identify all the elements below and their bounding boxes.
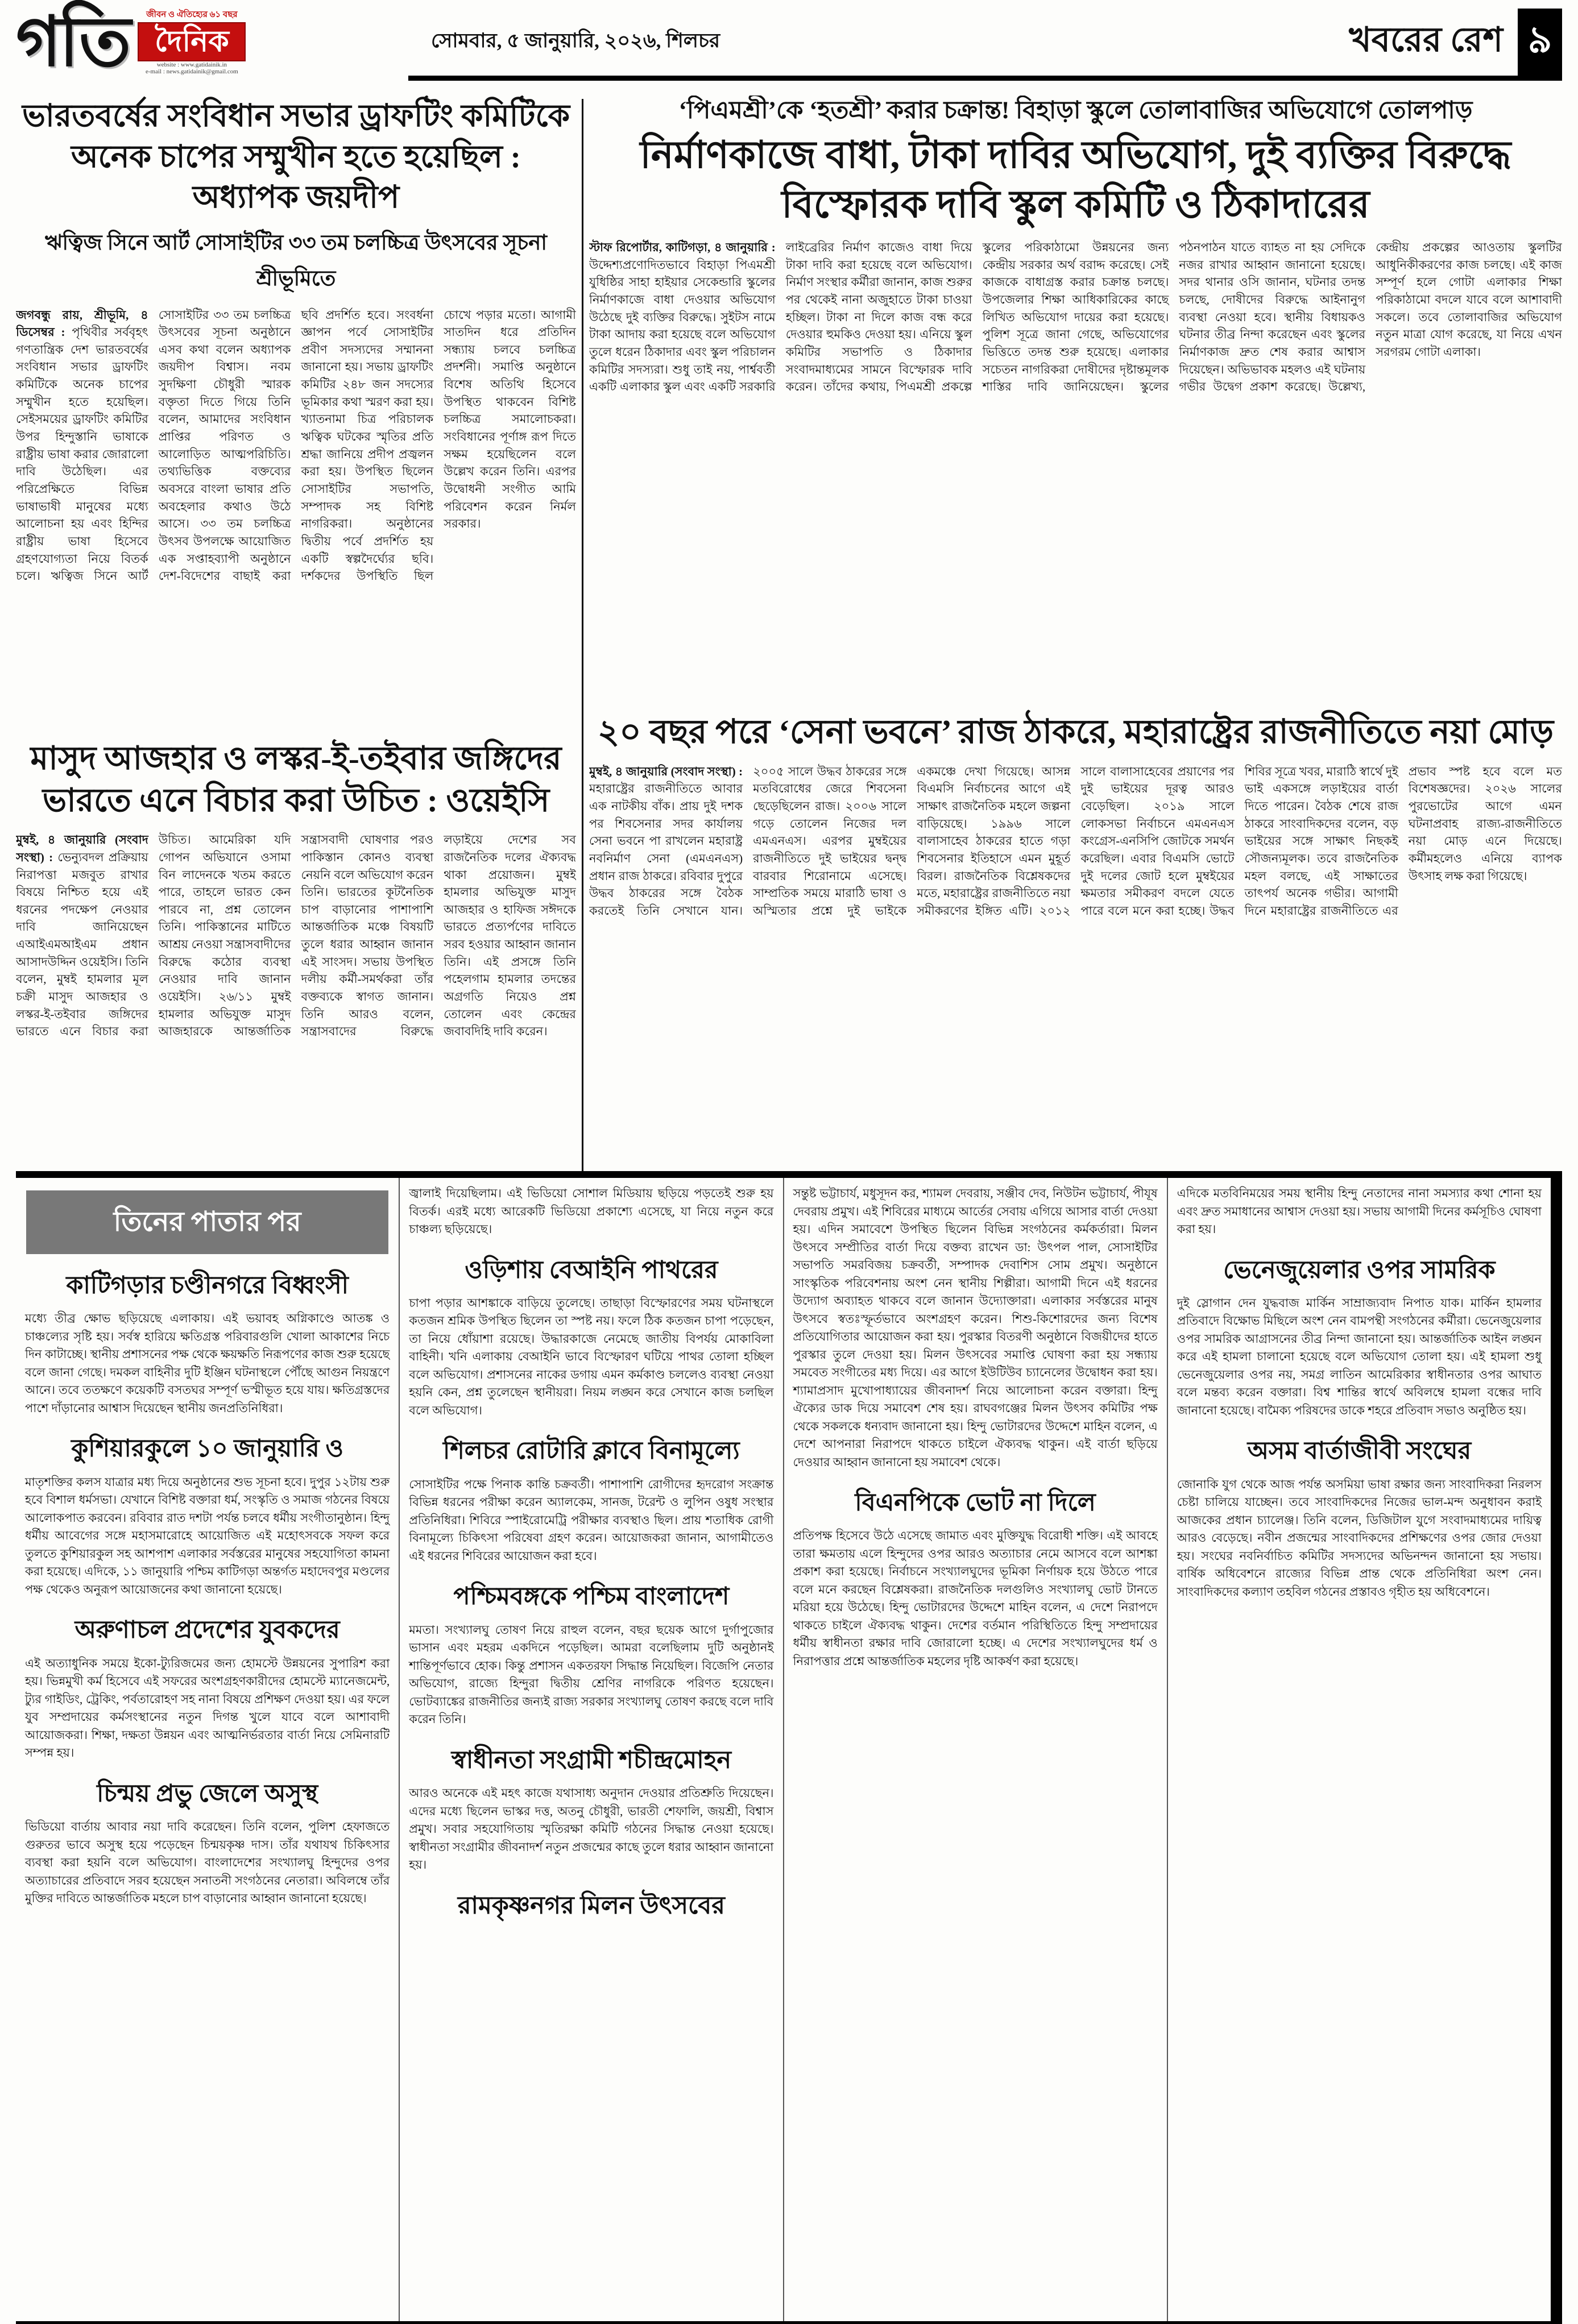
- sub-story-body: চাপা পড়ার আশঙ্কাকে বাড়িয়ে তুলেছে। তাছাড়া বিস্ফোরণের সময় ঘটনাস্থলে কতজন শ্রমিক উপস্থিত ছিলেন তা স্পষ্ট নয়। ফলে ঠিক কতজন চাপা পড়েছেন, তা নিয়ে ধোঁয়াশা রয়েছে। উদ্ধারকাজে নেমেছে জাতীয় বিপর্যয় মোকাবিলা বাহিনী। খনি এলাকায় বেআইনি ভাবে বিস্ফোরণ ঘটিয়ে পাথর তোলা হচ্ছিল বলে অভিযোগ। প্রশাসনের নাকের ডগায় এমন কর্মকাণ্ড চললেও ব্যবস্থা নেওয়া হয়নি কেন, প্রশ্ন তুলেছেন স্থানীয়রা। নিয়ম লঙ্ঘন করে সেখানে কাজ চলছিল বলে অভিযোগ।: [409, 1296, 774, 1417]
- column-lead-text: জ্বালাই দিয়েছিলাম। এই ভিডিয়ো সোশাল মিডিয়ায় ছড়িয়ে পড়তেই শুরু হয় বিতর্ক। এরই মধ্যে আরেকটি ভিডিয়ো প্রকাশ্যে এসেছে, যা নিয়ে নতুন করে চাঞ্চল্য ছড়িয়েছে।: [409, 1186, 774, 1236]
- brand-email: e-mail : news.gatidainik@gmail.com: [145, 68, 238, 75]
- column-lead-text: এদিকে মতবিনিময়ের সময় স্থানীয় হিন্দু নেতাদের নানা সমস্যার কথা শোনা হয় এবং দ্রুত সমাধানের আশ্বাস দেওয়া হয়। সভায় আগামী দিনের কর্মসূচিও ঘোষণা করা হয়।: [1177, 1186, 1542, 1236]
- left-column-region: [16, 96, 576, 1171]
- sub-story-body: ভিডিয়ো বার্তায় আবার নয়া দাবি করেছেন। তিনি বলেন, পুলিশ হেফাজতে গুরুতর ভাবে অসুস্থ হয়ে পড়েছেন চিন্ময়কৃষ্ণ দাস। তাঁর যথাযথ চিকিৎসার ব্যবস্থা করা হয়নি বলে অভিযোগ। বাংলাদেশের সংখ্যালঘু হিন্দুদের ওপর অত্যাচারের প্রতিবাদে সরব হয়েছেন সনাতনী সংগঠনের নেতারা। অবিলম্বে তাঁর মুক্তির দাবিতে আন্তর্জাতিক মহলে চাপ বাড়ানোর আহ্বান জানানো হয়েছে।: [25, 1820, 390, 1906]
- column-lead-text: সন্তুষ্ট ভট্টাচার্য, মধুসূদন কর, শ্যামল দেবরায়, সঞ্জীব দেব, নিউটন ভট্টাচার্য, পীযূষ দেবরায় প্রমুখ। এই শিবিরের মাধ্যমে আর্তের সেবায় এগিয়ে আসার বার্তা দেওয়া হয়। এদিন সমাবেশে উপস্থিত ছিলেন বিভিন্ন সংগঠনের কর্মকর্তারা। মিলন উৎসবে সম্প্রীতির বার্তা দিয়ে বক্তব্য রাখেন ডা: উৎপল পাল, সোসাইটির সভাপতি সমরবিজয় চক্রবর্তী, সম্পাদক দেবাশিস সোম প্রমুখ। অনুষ্ঠানে সাংস্কৃতিক পরিবেশনায় অংশ নেন স্থানীয় শিল্পীরা। আগামী দিনে এই ধরনের উদ্যোগ অব্যাহত থাকবে বলে জানান উদ্যোক্তারা। এলাকার সর্বস্তরের মানুষ উৎসবে স্বতঃস্ফূর্তভাবে অংশগ্রহণ করেন। শিশু-কিশোরদের জন্য বিশেষ প্রতিযোগিতার আয়োজন করা হয়। পুরস্কার বিতরণী অনুষ্ঠানে বিজয়ীদের হাতে পুরস্কার তুলে দেওয়া হয়। মিলন উৎসবের সমাপ্তি ঘোষণা করা হয় সন্ধ্যায় সমবেত সংগীতের মধ্য দিয়ে। এর আগে ইউটিউব চ্যানেলের উদ্বোধন করা হয়। শ্যামাপ্রসাদ মুখোপাধ্যায়ের জীবনাদর্শ নিয়ে আলোচনা করেন বক্তারা। হিন্দু ঐক্যের ডাক দিয়ে সমাবেশ শেষ হয়। রাঘবগঞ্জের মিলন উৎসব কমিটির পক্ষ থেকে সকলকে ধন্যবাদ জানানো হয়। হিন্দু ভোটারদের উদ্দেশে মাহিন বলেন, এ দেশে আপনারা নিরাপদে থাকতে চাইলে ঐক্যবদ্ধ থাকুন। এই বার্তা ছড়িয়ে দেওয়ার আহ্বান জানানো হয় সমাবেশ থেকে।: [793, 1186, 1158, 1469]
- continuation-col-4: [1167, 1178, 1551, 2321]
- paper-logo: গতি: [16, 4, 129, 81]
- masthead: [16, 4, 1562, 93]
- sub-story-body: প্রতিপক্ষ হিসেবে উঠে এসেছে জামাত এবং মুক্তিযুদ্ধ বিরোধী শক্তি। এই আবহে তারা ক্ষমতায় এলে হিন্দুদের ওপর আরও অত্যাচার নেমে আসবে বলে আশঙ্কা প্রকাশ করা হয়েছে। নির্বাচনে সংখ্যালঘুদের ভূমিকা নির্ণায়ক হয়ে উঠতে পারে বলে মনে করছেন বিশ্লেষকরা। রাজনৈতিক দলগুলিও সংখ্যালঘু ভোট টানতে মরিয়া হয়ে উঠেছে। হিন্দু ভোটারদের উদ্দেশে মাহিন বলেন, এ দেশে নিরাপদে থাকতে চাইলে ঐক্যবদ্ধ থাকুন। দেশের বর্তমান পরিস্থিতিতে হিন্দু সম্প্রদায়ের ধর্মীয় স্বাধীনতা রক্ষার দাবি জোরালো হচ্ছে। এ দেশের সংখ্যালঘুদের ধর্ম ও নিরাপত্তার প্রশ্নে আন্তর্জাতিক মহলের দৃষ্টি আকর্ষণ করা হয়েছে।: [793, 1529, 1158, 1668]
- sub-story-heading: অসম বার্তাজীবী সংঘের: [1247, 1438, 1472, 1465]
- sub-story-list: [793, 1488, 1158, 1670]
- masthead-right: [408, 8, 1562, 81]
- story-jaydeep: [16, 96, 576, 738]
- continuation-header: তিনের পাতার পর: [26, 1190, 388, 1254]
- right-edge-bar: [1551, 1178, 1562, 2321]
- continuation-col-3: [783, 1178, 1167, 2321]
- story-raj-thackeray: [589, 707, 1562, 1167]
- sub-story-list: [1177, 1256, 1542, 1601]
- continuation-section: [16, 1171, 1562, 2324]
- story-kicker: ‘পিএমশ্রী’কে ‘হতশ্রী’ করার চক্রান্ত! বিহাড়া স্কুলে তোলাবাজির অভিযোগে তোলপাড়: [678, 97, 1473, 124]
- sub-story-body: জোনাকি যুগ থেকে আজ পর্যন্ত অসমিয়া ভাষা রক্ষার জন্য সাংবাদিকরা নিরলস চেষ্টা চালিয়ে যাচ্ছেন। তবে সাংবাদিকদের নিজের ভাল-মন্দ অনুধাবন করাই আজকের প্রধান চ্যালেঞ্জ। তিনি বলেন, ডিজিটাল যুগে সংবাদমাধ্যমের দায়িত্ব আরও বেড়েছে। নবীন প্রজন্মের সাংবাদিকদের প্রশিক্ষণের ওপর জোর দেওয়া হয়। সংঘের নবনির্বাচিত কমিটির সদস্যদের অভিনন্দন জানানো হয় সভায়। বার্ষিক অধিবেশনে রাজ্যের বিভিন্ন প্রান্ত থেকে প্রতিনিধিরা অংশ নেন। সাংবাদিকদের কল্যাণ তহবিল গঠনের প্রস্তাবও গৃহীত হয় অধিবেশনে।: [1177, 1477, 1542, 1599]
- story-body: [589, 763, 1562, 1161]
- sub-story-heading: পশ্চিমবঙ্গকে পশ্চিম বাংলাদেশ: [453, 1583, 730, 1611]
- story-headline: মাসুদ আজহার ও লস্কর-ই-তইবার জঙ্গিদের ভারতে এনে বিচার করা উচিত : ওয়েইসি: [30, 741, 562, 819]
- body-text: পৃথিবীর সর্ববৃহৎ গণতান্ত্রিক দেশ ভারতবর্ষের সংবিধান সভার ড্রাফটিং কমিটিকে অনেক চাপের সম্মুখীন হতে হয়েছিল। সেইসময়ের ড্রাফটিং কমিটির উপর হিন্দুস্তানি ভাষাকে রাষ্ট্রীয় ভাষা করার জোরালো দাবি উঠেছিল। এর পরিপ্রেক্ষিতে বিভিন্ন ভাষাভাষী মানুষের মধ্যে আলোচনা হয় এবং হিন্দির রাষ্ট্রীয় ভাষা হিসেবে গ্রহণযোগ্যতা নিয়ে বিতর্ক চলে। ঋত্বিজ সিনে আর্ট সোসাইটির ৩৩ তম চলচ্চিত্র উৎসবের সূচনা অনুষ্ঠানে এসব কথা বলেন অধ্যাপক জয়দীপ বিশ্বাস। নবম সুদক্ষিণা চৌধুরী স্মারক বক্তৃতা দিতে গিয়ে তিনি বলেন, আমাদের সংবিধান প্রাপ্তির পরিণত ও আলোড়িত আত্মপরিচিতি। তথ্যভিত্তিক বক্তব্যের অবসরে বাংলা ভাষার প্রতি অবহেলার কথাও উঠে আসে। ৩৩ তম চলচ্চিত্র উৎসব উপলক্ষে আয়োজিত এক সপ্তাহব্যাপী অনুষ্ঠানে দেশ-বিদেশের বাছাই করা ছবি প্রদর্শিত হবে। সংবর্ধনা জ্ঞাপন পর্বে সোসাইটির প্রবীণ সদস্যদের সম্মাননা জানানো হয়। সভায় ড্রাফটিং কমিটির ২৪৮ জন সদস্যের ভূমিকার কথা স্মরণ করা হয়। খ্যাতনামা চিত্র পরিচালক ঋত্বিক ঘটকের স্মৃতির প্রতি শ্রদ্ধা জানিয়ে প্রদীপ প্রজ্বলন করা হয়। উপস্থিত ছিলেন সোসাইটির সভাপতি, সম্পাদক সহ বিশিষ্ট নাগরিকরা। অনুষ্ঠানের দ্বিতীয় পর্বে প্রদর্শিত হয় একটি স্বল্পদৈর্ঘ্যের ছবি। দর্শকদের উপস্থিতি ছিল চোখে পড়ার মতো। আগামী সাতদিন ধরে প্রতিদিন সন্ধ্যায় চলবে চলচ্চিত্র প্রদর্শনী। সমাপ্তি অনুষ্ঠানে বিশেষ অতিথি হিসেবে উপস্থিত থাকবেন বিশিষ্ট চলচ্চিত্র সমালোচকরা। সংবিধানের পূর্ণাঙ্গ রূপ দিতে সক্ষম হয়েছিলেন বলে উল্লেখ করেন তিনি। এরপর উদ্বোধনী সংগীত আমি পরিবেশন করেন নির্মল সরকার।: [16, 308, 576, 583]
- sub-story-body: আরও অনেকে এই মহৎ কাজে যথাসাধ্য অনুদান দেওয়ার প্রতিশ্রুতি দিয়েছেন। এদের মধ্যে ছিলেন ভাস্কর দত্ত, অতনু চৌধুরী, ভারতী শেফালি, জয়শ্রী, বিশ্বাস প্রমুখ। সবার সহযোগিতায় স্মৃতিরক্ষা কমিটি গঠনের সিদ্ধান্ত নেওয়া হয়েছে। স্বাধীনতা সংগ্রামীর জীবনাদর্শ নতুন প্রজন্মের কাছে তুলে ধরার আহ্বান জানানো হয়।: [409, 1786, 774, 1872]
- sub-story-body: এই অত্যাধুনিক সময়ে ইকো-ট্যুরিজমের জন্য হোমস্টে উন্নয়নের সুপারিশ করা হয়। ভিন্নমুখী কর্ম হিসেবে এই সফরের অংশগ্রহণকারীদের হোমস্টে ম্যানেজমেন্ট, ট্যুর গাইডিং, ট্রেকিং, পর্বতারোহণ সহ নানা বিষয়ে প্রশিক্ষণ দেওয়া হয়। এর ফলে যুব সম্প্রদায়ের কর্মসংস্থানের নতুন দিগন্ত খুলে যাবে বলে আশাবাদী আয়োজকরা। শিক্ষা, দক্ষতা উন্নয়ন এবং আত্মনির্ভরতার বার্তা নিয়ে সেমিনারটি সম্পন্ন হয়।: [25, 1656, 390, 1760]
- story-headline: নির্মাণকাজে বাধা, টাকা দাবির অভিযোগ, দুই ব্যক্তির বিরুদ্ধে বিস্ফোরক দাবি স্কুল কমিটি ও ঠিকাদারের: [640, 134, 1511, 226]
- continuation-col-1: [16, 1178, 399, 2321]
- continuation-col-2: [399, 1178, 782, 2321]
- sub-story-heading: ভেনেজুয়েলার ওপর সামরিক: [1223, 1256, 1496, 1284]
- brand-website: website : www.gatidainik.in: [156, 61, 227, 68]
- sub-story-body: মধ্যে তীব্র ক্ষোভ ছড়িয়েছে এলাকায়। এই ভয়াবহ অগ্নিকাণ্ডে আতঙ্ক ও চাঞ্চল্যের সৃষ্টি হয়। সর্বস্ব হারিয়ে ক্ষতিগ্রস্ত পরিবারগুলি খোলা আকাশের নিচে দিন কাটাচ্ছে। স্থানীয় প্রশাসনের পক্ষ থেকে ক্ষয়ক্ষতি নিরূপণের কাজ শুরু হয়েছে বলে জানা গেছে। দমকল বাহিনীর দুটি ইঞ্জিন ঘটনাস্থলে পৌঁছে আগুন নিয়ন্ত্রণে আনে। তবে ততক্ষণে কয়েকটি বসতঘর সম্পূর্ণ ভস্মীভূত হয়ে যায়। ক্ষতিগ্রস্তদের পাশে দাঁড়ানোর আশ্বাস দিয়েছেন স্থানীয় জনপ্রতিনিধিরা।: [25, 1312, 390, 1415]
- masthead-rule: [408, 76, 1562, 81]
- sub-story-body: মমতা। সংখ্যালঘু তোষণ নিয়ে রাহুল বলেন, বছর ছয়েক আগে দুর্গাপুজোর ভাসান এবং মহরম একদিনে পড়েছিল। আমরা বলেছিলাম দুটি অনুষ্ঠানই শান্তিপূর্ণভাবে হোক। কিন্তু প্রশাসন একতরফা সিদ্ধান্ত নিয়েছিল। বিজেপি নেতার অভিযোগ, রাজ্যে হিন্দুরা দ্বিতীয় শ্রেণির নাগরিকে পরিণত হয়েছেন। ভোটব্যাঙ্কের রাজনীতির জন্যই রাজ্য সরকার সংখ্যালঘু তোষণ করছে বলে দাবি করেন তিনি।: [409, 1622, 774, 1727]
- sub-story-list: [25, 1271, 390, 1908]
- byline: জগবন্ধু রায়, শ্রীভূমি, ৪ ডিসেম্বর :: [16, 308, 148, 339]
- story-pmshree-school: [589, 96, 1562, 707]
- story-headline: ভারতবর্ষের সংবিধান সভার ড্রাফটিং কমিটিকে অনেক চাপের সম্মুখীন হতে হয়েছিল : অধ্যাপক জয়দীপ: [22, 98, 570, 214]
- sub-story-list: [409, 1256, 773, 1922]
- byline: মুম্বই, ৪ জানুয়ারি (সংবাদ সংস্থা) :: [589, 764, 743, 778]
- body-text: ভেন্যুবদল প্রক্রিয়ায় নিরাপত্তা মজবুত রাখার বিষয়ে নিশ্চিত হয়ে এই ধরনের পদক্ষেপ নেওয়ার দাবি জানিয়েছেন এআইএমআইএম প্রধান আসাদউদ্দিন ওয়েইসি। তিনি বলেন, মুম্বই হামলার মূল চক্রী মাসুদ আজহার ও লস্কর-ই-তইবার জঙ্গিদের ভারতে এনে বিচার করা উচিত। আমেরিকা যদি গোপন অভিযানে ওসামা বিন লাদেনকে খতম করতে পারে, তাহলে ভারত কেন পারবে না, প্রশ্ন তোলেন তিনি। পাকিস্তানের মাটিতে আশ্রয় নেওয়া সন্ত্রাসবাদীদের বিরুদ্ধে কঠোর ব্যবস্থা নেওয়ার দাবি জানান ওয়েইসি। ২৬/১১ মুম্বই হামলার অভিযুক্ত মাসুদ আজহারকে আন্তর্জাতিক সন্ত্রাসবাদী ঘোষণার পরও পাকিস্তান কোনও ব্যবস্থা নেয়নি বলে অভিযোগ করেন তিনি। ভারতের কূটনৈতিক চাপ বাড়ানোর পাশাপাশি আন্তর্জাতিক মঞ্চে বিষয়টি তুলে ধরার আহ্বান জানান এই সাংসদ। সভায় উপস্থিত দলীয় কর্মী-সমর্থকরা তাঁর বক্তব্যকে স্বাগত জানান। তিনি আরও বলেন, সন্ত্রাসবাদের বিরুদ্ধে লড়াইয়ে দেশের সব রাজনৈতিক দলের ঐক্যবদ্ধ থাকা প্রয়োজন। মুম্বই হামলার অভিযুক্ত মাসুদ আজহার ও হাফিজ সঈদকে ভারতে প্রত্যর্পণের দাবিতে সরব হওয়ার আহ্বান জানান তিনি। এই প্রসঙ্গে তিনি পহেলগাম হামলার তদন্তের অগ্রগতি নিয়েও প্রশ্ন তোলেন এবং কেন্দ্রের জবাবদিহি দাবি করেন।: [16, 833, 576, 1039]
- sub-story-heading: রামকৃষ্ণনগর মিলন উৎসবের: [457, 1892, 725, 1919]
- top-stories: [16, 96, 1562, 1171]
- section-name: খবরের রেশ: [1349, 20, 1503, 59]
- masthead-left: [16, 4, 408, 81]
- sub-story-body: মাতৃশক্তির কলস যাত্রার মধ্য দিয়ে অনুষ্ঠানের শুভ সূচনা হবে। দুপুর ১২টায় শুরু হবে বিশাল ধর্মসভা। যেখানে বিশিষ্ট বক্তারা ধর্ম, সংস্কৃতি ও সমাজ গঠনের বিষয়ে আলোকপাত করবেন। রবিবার রাত দশটা পর্যন্ত চলবে ধর্মীয় সংগীতানুষ্ঠান। হিন্দু ধর্মীয় আবেগের সঙ্গে মহাসমারোহে আয়োজিত এই মহোৎসবকে সফল করে তুলতে কুশিয়ারকুল সহ আশপাশ এলাকার সর্বস্তরের মানুষের সহযোগিতা কামনা করা হয়েছে। এদিকে, ১১ জানুয়ারি পশ্চিম কাটিগড়া অন্তর্গত মহাদেবপুর মণ্ডলের পক্ষ থেকেও অনুরূপ আয়োজনের কথা জানানো হয়েছে।: [25, 1475, 390, 1596]
- story-subheadline: ঋত্বিজ সিনে আর্ট সোসাইটির ৩৩ তম চলচ্চিত্র উৎসবের সূচনা শ্রীভূমিতে: [44, 231, 548, 290]
- sub-story-body: সোসাইটির পক্ষে পিনাক কান্তি চক্রবর্তী। পাশাপাশি রোগীদের হৃদরোগ সংক্রান্ত বিভিন্ন ধরনের পরীক্ষা করেন অ্যালকেম, সানজ, টরেন্ট ও লুপিন ওষুধ সংস্থার প্রতিনিধিরা। শিবিরে স্পাইরোমেট্রি পরীক্ষার ব্যবস্থাও ছিল। প্রায় শতাধিক রোগী বিনামূল্যে চিকিৎসা পরিষেবা গ্রহণ করেন। আয়োজকরা জানান, আগামীতেও এই ধরনের শিবিরের আয়োজন করা হবে।: [409, 1477, 774, 1563]
- story-body: [589, 239, 1562, 662]
- story-body: [16, 831, 576, 1149]
- sub-story-body: দুই স্লোগান দেন যুদ্ধবাজ মার্কিন সাম্রাজ্যবাদ নিপাত যাক। মার্কিন হামলার প্রতিবাদে বিক্ষোভ মিছিলে অংশ নেন বামপন্থী সংগঠনের কর্মীরা। ভেনেজুয়েলার ওপর সামরিক আগ্রাসনের তীব্র নিন্দা জানানো হয়। আন্তর্জাতিক আইন লঙ্ঘন করে এই হামলা চালানো হয়েছে বলে অভিযোগ তোলা হয়। এই হামলা শুধু ভেনেজুয়েলার ওপর নয়, সমগ্র লাতিন আমেরিকার স্বাধীনতার ওপর আঘাত বলে মন্তব্য করেন বক্তারা। বিশ্ব শান্তির স্বার্থে অবিলম্বে হামলা বন্ধের দাবি জানানো হয়েছে। বামৈক্য পরিষদের ডাকে শহরে প্রতিবাদ সভাও অনুষ্ঠিত হয়।: [1177, 1296, 1542, 1417]
- vertical-divider: [582, 99, 583, 1171]
- page-number-badge: ৯: [1518, 9, 1562, 76]
- sub-story-heading: চিন্ময় প্রভু জেলে অসুস্থ: [97, 1780, 318, 1807]
- byline: স্টাফ রিপোর্টার, কাটিগড়া, ৪ জানুয়ারি :: [589, 240, 776, 254]
- brand-block: [138, 8, 246, 75]
- body-text: উদ্দেশ্যপ্রণোদিতভাবে বিহাড়া পিএমশ্রী যুধিষ্ঠির সাহা হাইয়ার সেকেন্ডারি স্কুলের নির্মাণকাজে বাধা দেওয়ার অভিযোগ উঠেছে দুই ব্যক্তির বিরুদ্ধে। সুইটস নামে টাকা আদায় করা হয়েছে বলে অভিযোগ তুলে ধরেন ঠিকাদার এবং স্কুল পরিচালন কমিটির সদস্যরা। শুধু তাই নয়, পার্শ্ববর্তী একটি এলাকার স্কুল এবং একটি সরকারি লাইব্রেরির নির্মাণ কাজেও বাধা দিয়ে টাকা দাবি করা হয়েছে বলে অভিযোগ। নির্মাণ সংস্থার কর্মীরা জানান, কাজ শুরুর পর থেকেই নানা অজুহাতে টাকা চাওয়া হচ্ছিল। টাকা না দিলে কাজ বন্ধ করে দেওয়ার হুমকিও দেওয়া হয়। এনিয়ে স্কুল কমিটির সভাপতি ও ঠিকাদার সংবাদমাধ্যমের সামনে বিস্ফোরক দাবি করেন। তাঁদের কথায়, পিএমশ্রী প্রকল্পে স্কুলের পরিকাঠামো উন্নয়নের জন্য কেন্দ্রীয় সরকার অর্থ বরাদ্দ করেছে। সেই কাজকে বাধাগ্রস্ত করার চক্রান্ত চলছে। উপজেলার শিক্ষা আধিকারিকের কাছে লিখিত অভিযোগ দায়ের করা হয়েছে। পুলিশ সূত্রে জানা গেছে, অভিযোগের ভিত্তিতে তদন্ত শুরু হয়েছে। এলাকার সচেতন নাগরিকরা দোষীদের দৃষ্টান্তমূলক শাস্তির দাবি জানিয়েছেন। স্কুলের পঠনপাঠন যাতে ব্যাহত না হয় সেদিকে নজর রাখার আহ্বান জানানো হয়েছে। সদর থানার ওসি জানান, ঘটনার তদন্ত চলছে, দোষীদের বিরুদ্ধে আইনানুগ ব্যবস্থা নেওয়া হবে। স্থানীয় বিধায়কও ঘটনার তীব্র নিন্দা করেছেন এবং স্কুলের নির্মাণকাজ দ্রুত শেষ করার আশ্বাস দিয়েছেন। অভিভাবক মহলও এই ঘটনায় গভীর উদ্বেগ প্রকাশ করেছে। উল্লেখ্য, কেন্দ্রীয় প্রকল্পের আওতায় স্কুলটির আধুনিকীকরণের কাজ চলছে। এই কাজ সম্পূর্ণ হলে গোটা এলাকার শিক্ষা পরিকাঠামো বদলে যাবে বলে আশাবাদী সকলে। তবে তোলাবাজির অভিযোগ নতুন মাত্রা যোগ করেছে, যা নিয়ে এখন সরগরম গোটা এলাকা।: [589, 240, 1562, 394]
- story-body: [16, 306, 576, 738]
- brand-name-box: দৈনিক: [138, 22, 246, 61]
- sub-story-heading: স্বাধীনতা সংগ্রামী শচীন্দ্রমোহন: [451, 1746, 732, 1774]
- byline: মুম্বই, ৪ জানুয়ারি (সংবাদ সংস্থা) :: [16, 833, 148, 864]
- sub-story-heading: কুশিয়ারকুলে ১০ জানুয়ারি ও: [71, 1435, 344, 1463]
- edition-dateline: সোমবার, ৫ জানুয়ারি, ২০২৬, শিলচর: [431, 30, 720, 52]
- sub-story-heading: বিএনপিকে ভোট না দিলে: [855, 1489, 1096, 1516]
- sub-story-heading: শিলচর রোটারি ক্লাবে বিনামূল্যে: [443, 1438, 740, 1465]
- sub-story-heading: অরুণাচল প্রদেশের যুবকদের: [74, 1617, 340, 1644]
- sub-story-heading: ওড়িশায় বেআইনি পাথরের: [465, 1256, 718, 1284]
- brand-banner: জীবন ও ঐতিহ্যের ৬১ বছর: [146, 10, 238, 19]
- main-story-region: [589, 96, 1562, 1171]
- sub-story-heading: কাটিগড়ার চণ্ডীনগরে বিধ্বংসী: [66, 1272, 349, 1299]
- body-text: মহারাষ্ট্রের রাজনীতিতে আবার এক নাটকীয় বাঁক। প্রায় দুই দশক পর শিবসেনার সদর কার্যালয় সেনা ভবনে পা রাখলেন মহারাষ্ট্র নবনির্মাণ সেনা (এমএনএস) প্রধান রাজ ঠাকরে। রবিবার দুপুরে উদ্ধব ঠাকরের সঙ্গে বৈঠক করতেই তিনি সেখানে যান। ২০০৫ সালে উদ্ধব ঠাকরের সঙ্গে মতবিরোধের জেরে শিবসেনা ছেড়েছিলেন রাজ। ২০০৬ সালে গড়ে তোলেন নিজের দল এমএনএস। এরপর মুম্বইয়ের রাজনীতিতে দুই ভাইয়ের দ্বন্দ্ব বারবার শিরোনামে এসেছে। সাম্প্রতিক সময়ে মারাঠি ভাষা ও অস্মিতার প্রশ্নে দুই ভাইকে একমঞ্চে দেখা গিয়েছে। আসন্ন বিএমসি নির্বাচনের আগে এই সাক্ষাৎ রাজনৈতিক মহলে জল্পনা বাড়িয়েছে। ১৯৯৬ সালে বালাসাহেব ঠাকরের হাতে গড়া শিবসেনার ইতিহাসে এমন মুহূর্ত বিরল। রাজনৈতিক বিশ্লেষকদের মতে, মহারাষ্ট্রের রাজনীতিতে নয়া সমীকরণের ইঙ্গিত এটি। ২০১২ সালে বালাসাহেবের প্রয়াণের পর দুই ভাইয়ের দূরত্ব আরও বেড়েছিল। ২০১৯ সালে লোকসভা নির্বাচনে এমএনএস কংগ্রেস-এনসিপি জোটকে সমর্থন করেছিল। এবার বিএমসি ভোটে দুই দলের জোট হলে মুম্বইয়ের ক্ষমতার সমীকরণ বদলে যেতে পারে বলে মনে করা হচ্ছে। উদ্ধব শিবির সূত্রে খবর, মারাঠি স্বার্থে দুই ভাই একসঙ্গে লড়াইয়ের বার্তা দিতে পারেন। বৈঠক শেষে রাজ ঠাকরে সাংবাদিকদের বলেন, বড় ভাইয়ের সঙ্গে সাক্ষাৎ নিছকই সৌজন্যমূলক। তবে রাজনৈতিক মহল বলছে, এই সাক্ষাতের তাৎপর্য অনেক গভীর। আগামী দিনে মহারাষ্ট্রের রাজনীতিতে এর প্রভাব স্পষ্ট হবে বলে মত বিশেষজ্ঞদের। ২০২৬ সালের পুরভোটের আগে এমন ঘটনাপ্রবাহ রাজ্য-রাজনীতিতে নয়া মোড় এনে দিয়েছে। কর্মীমহলেও এনিয়ে ব্যাপক উৎসাহ লক্ষ করা গিয়েছে।: [589, 764, 1562, 918]
- story-owaisi: [16, 738, 576, 1164]
- story-headline: ২০ বছর পরে ‘সেনা ভবনে’ রাজ ঠাকরে, মহারাষ্ট্রের রাজনীতিতে নয়া মোড়: [597, 713, 1554, 750]
